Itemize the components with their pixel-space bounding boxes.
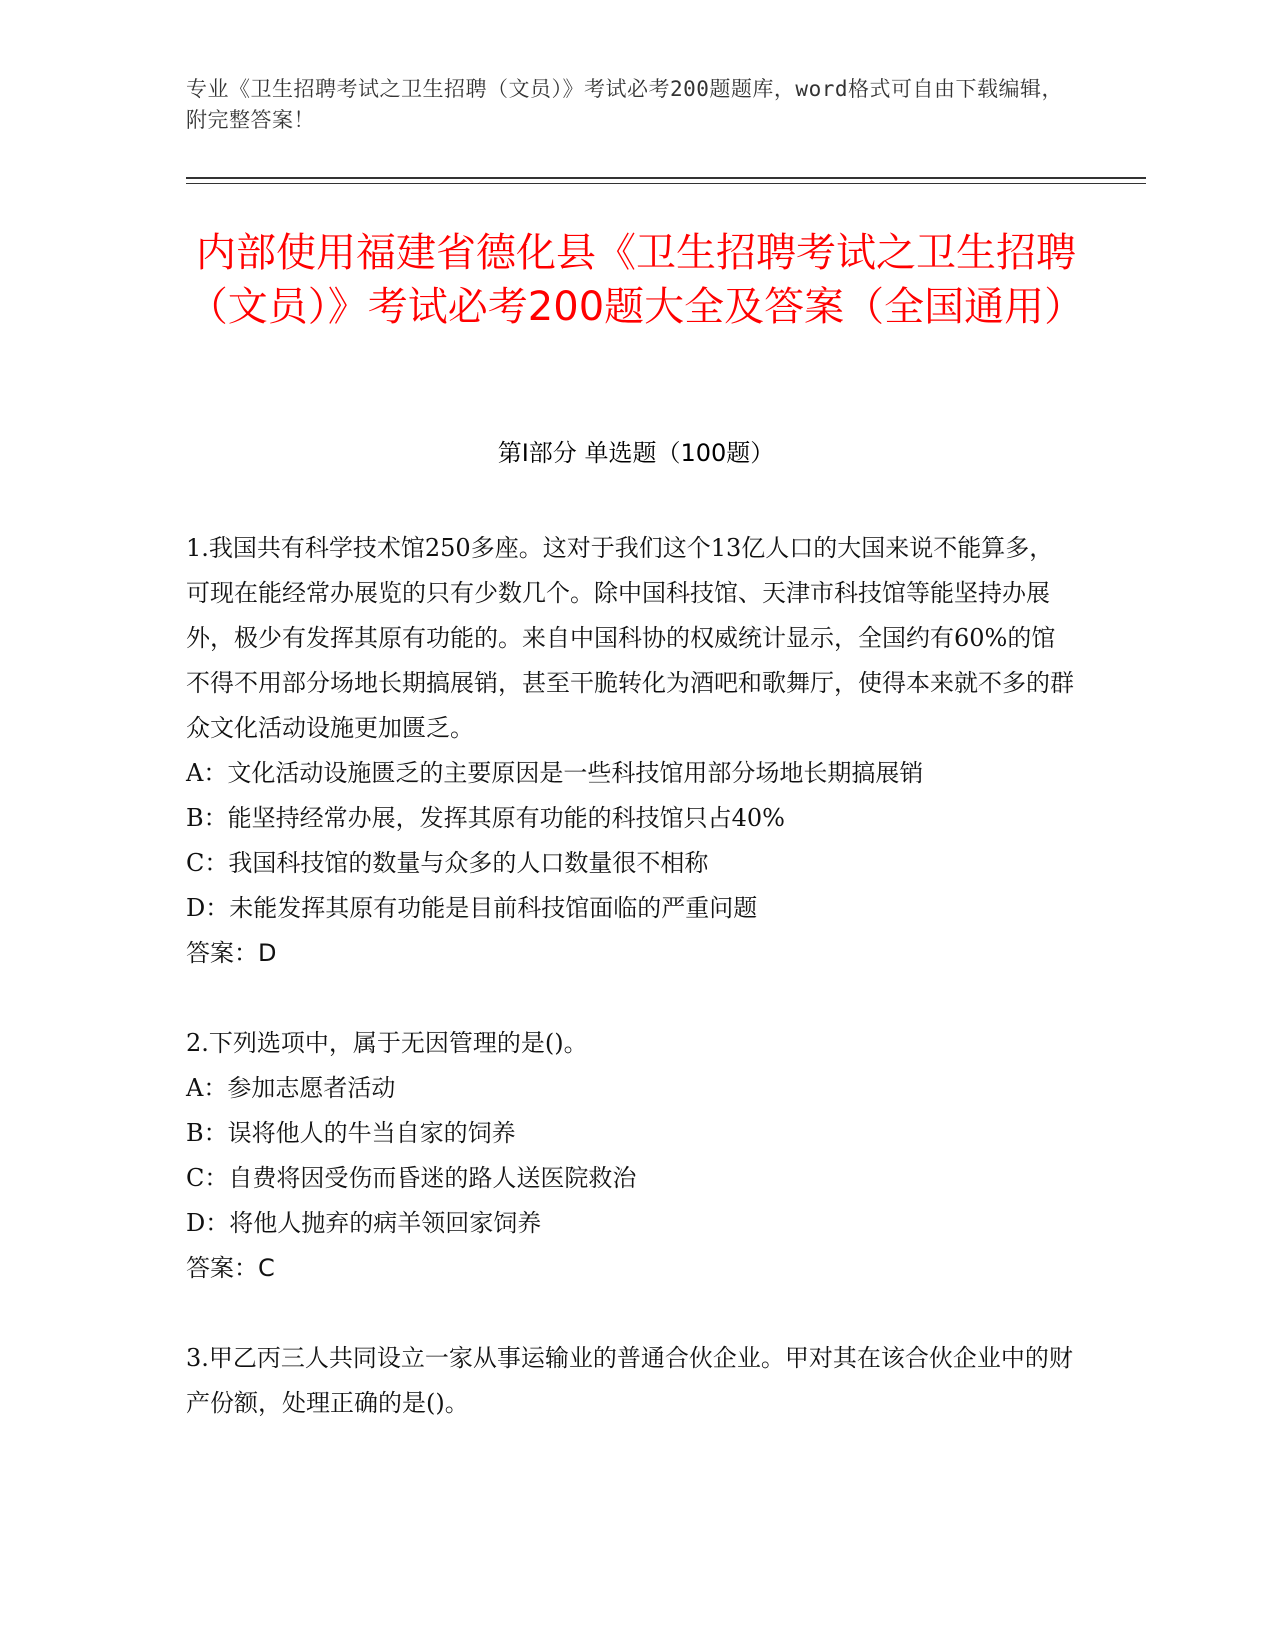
- document-title: 内部使用福建省德化县《卫生招聘考试之卫生招聘（文员）》考试必考200题大全及答案（全国通用）: [187, 230, 1085, 330]
- option-c: C：我国科技馆的数量与众多的人口数量很不相称: [186, 849, 709, 877]
- question-1: [186, 526, 1076, 976]
- section-heading: 第Ⅰ部分 单选题（100题）: [497, 439, 775, 467]
- question-2: [186, 1021, 1076, 1291]
- option-b: B：能坚持经常办展，发挥其原有功能的科技馆只占40%: [186, 804, 785, 832]
- answer-line: 答案：C: [186, 1254, 275, 1282]
- question-stem: 3.甲乙丙三人共同设立一家从事运输业的普通合伙企业。甲对其在该合伙企业中的财产份额，处理正确的是()。: [186, 1344, 1073, 1417]
- question-list: [186, 526, 1076, 1471]
- header-divider-thin: [186, 183, 1146, 184]
- option-b: B：误将他人的牛当自家的饲养: [186, 1119, 516, 1147]
- header-divider-thick: [186, 177, 1146, 179]
- header-note: 专业《卫生招聘考试之卫生招聘（文员）》考试必考200题题库，word格式可自由下载编辑，附完整答案！: [186, 77, 1063, 132]
- question-3: [186, 1336, 1076, 1426]
- option-d: D：未能发挥其原有功能是目前科技馆面临的严重问题: [186, 894, 758, 922]
- option-a: A：参加志愿者活动: [186, 1074, 396, 1102]
- option-c: C：自费将因受伤而昏迷的路人送医院救治: [186, 1164, 637, 1192]
- question-stem: 2.下列选项中，属于无因管理的是()。: [186, 1029, 588, 1057]
- question-stem: 1.我国共有科学技术馆250多座。这对于我们这个13亿人口的大国来说不能算多，可现在能经常办展览的只有少数几个。除中国科技馆、天津市科技馆等能坚持办展外，极少有发挥其原有功能的。来自中国科协的权威统计显示，全国约有60%的馆不得不用部分场地长期搞展销，甚至干脆转化为酒吧和歌舞厅，使得本来就不多的群众文化活动设施更加匮乏。: [186, 534, 1074, 742]
- answer-line: 答案：D: [186, 939, 277, 967]
- option-a: A：文化活动设施匮乏的主要原因是一些科技馆用部分场地长期搞展销: [186, 759, 924, 787]
- option-d: D：将他人抛弃的病羊领回家饲养: [186, 1209, 542, 1237]
